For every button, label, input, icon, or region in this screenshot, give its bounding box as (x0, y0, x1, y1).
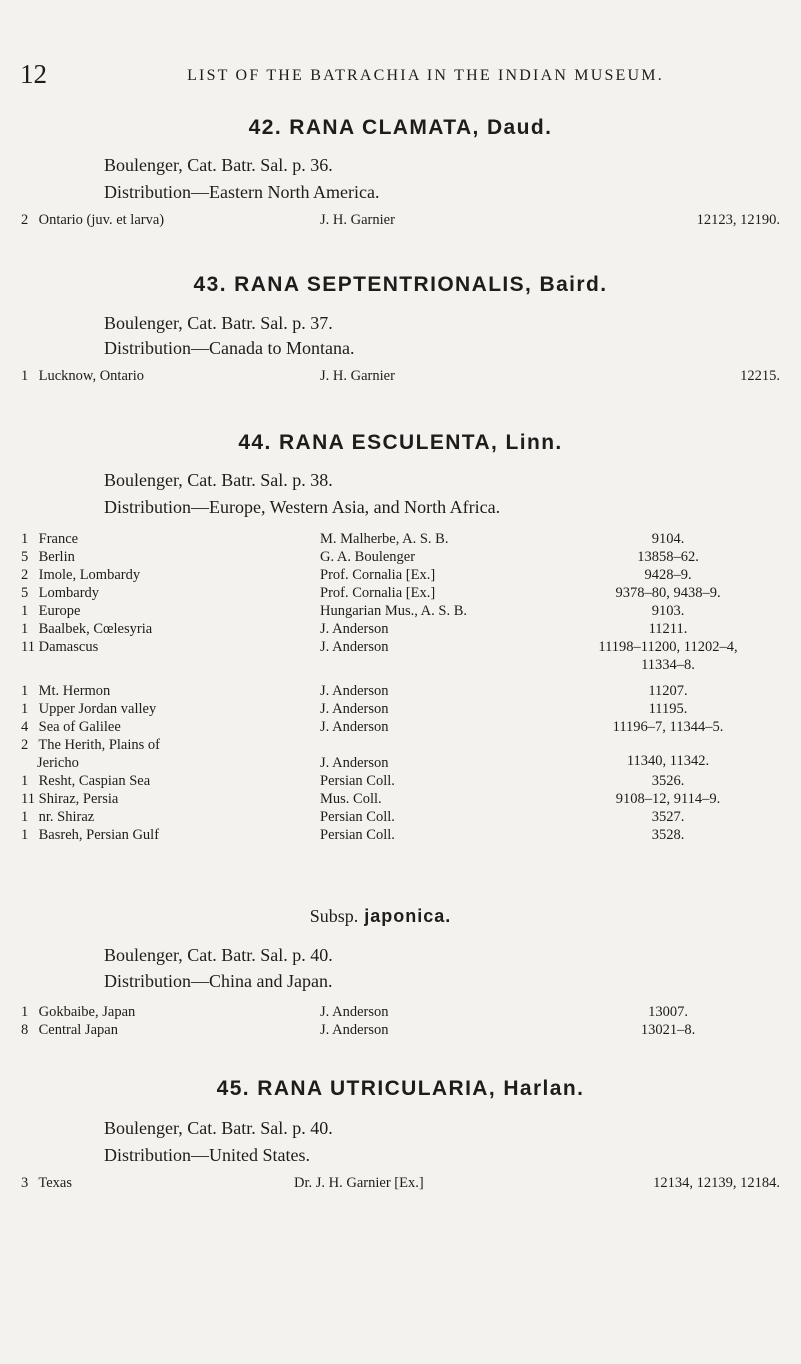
collector: J. H. Garnier (320, 368, 395, 384)
specimen-row: 1 Europe Hungarian Mus., A. S. B. 9103. (21, 603, 685, 619)
page-number: 12 (20, 59, 47, 89)
species-reference: Boulenger, Cat. Batr. Sal. p. 37. (104, 313, 333, 333)
running-title: LIST OF THE BATRACHIA IN THE INDIAN MUSEUM. (187, 67, 664, 84)
locality: 1 Lucknow, Ontario (21, 368, 144, 384)
specimen-row: 2 The Herith, Plains of Jericho J. Anderson 11340, 11342. (21, 737, 710, 771)
specimen-row: 5 Berlin G. A. Boulenger 13858–62. (21, 549, 699, 565)
specimen-row: 3 Texas Dr. J. H. Garnier [Ex.] 12134, 12139, 12184. (21, 1175, 780, 1191)
specimen-row: 2 Imole, Lombardy Prof. Cornalia [Ex.] 9428–9. (21, 567, 692, 583)
species-reference: Boulenger, Cat. Batr. Sal. p. 36. (104, 155, 333, 175)
specimen-row: 1 Basreh, Persian Gulf Persian Coll. 3528. (21, 827, 685, 843)
register-numbers: 12215. (740, 368, 780, 384)
specimen-row: 1 Baalbek, Cœlesyria J. Anderson 11211. (21, 621, 688, 637)
specimen-row: 11 Damascus J. Anderson 11198–11200, 11202–4, 11334–8. (21, 639, 738, 673)
specimen-row: 1 Upper Jordan valley J. Anderson 11195. (21, 701, 688, 717)
specimen-row (0, 211, 801, 229)
specimen-row: 4 Sea of Galilee J. Anderson 11196–7, 11344–5. (21, 719, 724, 735)
specimen-list (0, 211, 801, 229)
specimen-row: 1 France M. Malherbe, A. S. B. 9104. (21, 531, 685, 547)
specimen-list (0, 1003, 801, 1039)
species-distribution: Distribution—Canada to Montana. (104, 338, 355, 358)
specimen-row: 11 Shiraz, Persia Mus. Coll. 9108–12, 9114–9. (21, 791, 721, 807)
species-heading: 43. RANA SEPTENTRIONALIS, Baird. (193, 273, 608, 296)
species-heading: 45. RANA UTRICULARIA, Harlan. (216, 1077, 585, 1100)
subspecies-distribution: Distribution—China and Japan. (104, 971, 333, 991)
species-heading: 42. RANA CLAMATA, Daud. (248, 116, 553, 139)
specimen-row: 1 nr. Shiraz Persian Coll. 3527. (21, 809, 685, 825)
specimen-row (0, 367, 801, 385)
species-reference: Boulenger, Cat. Batr. Sal. p. 40. (104, 1118, 333, 1138)
specimen-row: 5 Lombardy Prof. Cornalia [Ex.] 9378–80, 9438–9. (21, 585, 721, 601)
register-numbers: 12123, 12190. (696, 212, 780, 228)
specimen-list (0, 1174, 801, 1192)
species-distribution: Distribution—Eastern North America. (104, 182, 380, 202)
running-head (20, 58, 781, 98)
subspecies-heading: Subsp. japonica. (309, 906, 452, 926)
specimen-row: 1 Resht, Caspian Sea Persian Coll. 3526. (21, 773, 685, 789)
specimen-list (0, 367, 801, 385)
specimen-row: 1 Mt. Hermon J. Anderson 11207. (21, 683, 688, 699)
locality: 2 Ontario (juv. et larva) (21, 212, 165, 228)
specimen-row: 8 Central Japan J. Anderson 13021–8. (21, 1022, 696, 1038)
specimen-row: 1 Gokbaibe, Japan J. Anderson 13007. (21, 1004, 688, 1020)
species-distribution: Distribution—United States. (104, 1145, 310, 1165)
specimen-list (0, 530, 801, 844)
collector: J. H. Garnier (320, 212, 395, 228)
species-distribution: Distribution—Europe, Western Asia, and North Africa. (104, 497, 501, 517)
subspecies-reference: Boulenger, Cat. Batr. Sal. p. 40. (104, 945, 333, 965)
species-reference: Boulenger, Cat. Batr. Sal. p. 38. (104, 470, 333, 490)
species-heading: 44. RANA ESCULENTA, Linn. (238, 431, 563, 454)
